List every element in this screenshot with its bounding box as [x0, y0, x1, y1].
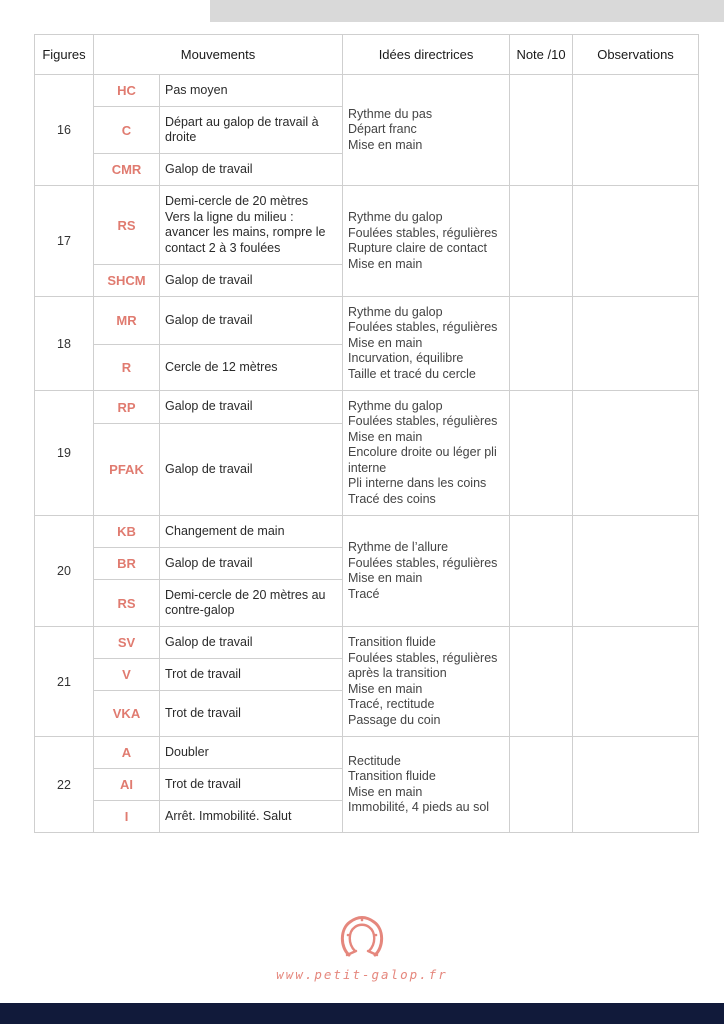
movement-code: V: [94, 659, 160, 691]
idea-line: Tracé: [348, 586, 380, 601]
movement-text: Cercle de 12 mètres: [160, 345, 343, 391]
idea-line: Passage du coin: [348, 712, 441, 727]
movement-text: Départ au galop de travail à droite: [160, 107, 343, 154]
movement-text: Changement de main: [160, 516, 343, 548]
figure-number: 19: [35, 391, 94, 516]
idea-line: Immobilité, 4 pieds au sol: [348, 800, 490, 814]
movement-text: Trot de travail: [160, 659, 343, 691]
movement-code: SHCM: [94, 265, 160, 297]
header-row: [35, 35, 699, 75]
movement-code: AI: [94, 769, 160, 801]
ideas-cell: [343, 627, 510, 737]
note-cell[interactable]: [510, 391, 573, 516]
note-cell[interactable]: [510, 737, 573, 833]
movement-code: PFAK: [94, 424, 160, 516]
ideas-cell: [343, 516, 510, 627]
idea-line: Mise en main: [348, 681, 423, 696]
ideas-cell: [343, 75, 510, 186]
movement-text: Galop de travail: [160, 297, 343, 345]
movement-text: Arrêt. Immobilité. Salut: [160, 801, 343, 833]
movement-code: RP: [94, 391, 160, 424]
observations-cell[interactable]: [573, 737, 699, 833]
movement-code: A: [94, 737, 160, 769]
movement-text: Doubler: [160, 737, 343, 769]
idea-line: Mise en main: [348, 137, 423, 152]
observations-cell[interactable]: [573, 297, 699, 391]
movement-text: Trot de travail: [160, 769, 343, 801]
observations-cell[interactable]: [573, 516, 699, 627]
idea-line: Tracé des coins: [348, 491, 436, 506]
movement-text: Pas moyen: [160, 75, 343, 107]
site-url[interactable]: www.petit-galop.fr: [276, 967, 448, 982]
header-figures: Figures: [35, 35, 94, 75]
note-cell[interactable]: [510, 297, 573, 391]
movement-code: RS: [94, 580, 160, 627]
figure-number: 22: [35, 737, 94, 833]
movement-text: Galop de travail: [160, 548, 343, 580]
movement-text: Galop de travail: [160, 154, 343, 186]
idea-line: Mise en main: [348, 256, 423, 271]
movement-code: VKA: [94, 691, 160, 737]
idea-line: Taille et tracé du cercle: [348, 366, 476, 381]
idea-line: Encolure droite ou léger pli interne: [348, 445, 497, 475]
table-row: [35, 627, 699, 659]
movement-text: Galop de travail: [160, 265, 343, 297]
idea-line: Rythme du galop: [348, 210, 443, 224]
note-cell[interactable]: [510, 627, 573, 737]
table-row: [35, 297, 699, 345]
ideas-cell: [343, 186, 510, 297]
table-row: [35, 391, 699, 424]
idea-line: Rythme de l’allure: [348, 540, 449, 554]
movement-text: Galop de travail: [160, 391, 343, 424]
movement-code: CMR: [94, 154, 160, 186]
idea-line: Tracé, rectitude: [348, 697, 435, 711]
header-mouvements: Mouvements: [94, 35, 343, 75]
ideas-cell: [343, 391, 510, 516]
movement-code: SV: [94, 627, 160, 659]
note-cell[interactable]: [510, 75, 573, 186]
idea-line: Foulées stables, régulières: [348, 225, 498, 240]
note-cell[interactable]: [510, 516, 573, 627]
idea-line: Transition fluide: [348, 769, 436, 783]
idea-line: Rythme du pas: [348, 106, 433, 121]
idea-line: Départ franc: [348, 122, 417, 137]
idea-line: Foulées stables, régulières: [348, 320, 498, 335]
movement-code: HC: [94, 75, 160, 107]
movement-text: Trot de travail: [160, 691, 343, 737]
observations-cell[interactable]: [573, 186, 699, 297]
table-row: [35, 516, 699, 548]
movement-text: Galop de travail: [160, 627, 343, 659]
idea-line: Rupture claire de contact: [348, 241, 487, 255]
figure-number: 20: [35, 516, 94, 627]
movement-text: Demi-cercle de 20 mètres au contre-galop: [160, 580, 343, 627]
table-row: [35, 186, 699, 265]
movement-text: Demi-cercle de 20 mètres Vers la ligne du milieu : avancer les mains, rompre le contact 2 à 3 foulées: [160, 186, 343, 265]
idea-line: Mise en main: [348, 784, 423, 799]
idea-line: Pli interne dans les coins: [348, 476, 487, 491]
horseshoe-icon: [336, 913, 388, 963]
movement-code: C: [94, 107, 160, 154]
idea-line: Incurvation, équilibre: [348, 351, 464, 366]
note-cell[interactable]: [510, 186, 573, 297]
idea-line: Mise en main: [348, 335, 423, 350]
table-row: [35, 737, 699, 769]
idea-line: Foulées stables, régulières: [348, 555, 498, 570]
ideas-cell: [343, 737, 510, 833]
figure-number: 18: [35, 297, 94, 391]
idea-line: Rythme du galop: [348, 398, 443, 413]
header-observations: Observations: [573, 35, 699, 75]
idea-line: Rectitude: [348, 753, 401, 768]
header-note: Note /10: [510, 35, 573, 75]
movement-code: BR: [94, 548, 160, 580]
movement-text: Galop de travail: [160, 424, 343, 516]
idea-line: Foulées stables, régulières: [348, 414, 498, 429]
score-table: [34, 34, 699, 833]
idea-line: Mise en main: [348, 429, 423, 444]
header-idees: Idées directrices: [343, 35, 510, 75]
figure-number: 16: [35, 75, 94, 186]
idea-line: Foulées stables, régulières après la transition: [348, 650, 498, 680]
observations-cell[interactable]: [573, 75, 699, 186]
idea-line: Transition fluide: [348, 635, 436, 649]
top-strip-mask: [0, 0, 210, 22]
bottom-bar: [0, 1003, 724, 1024]
idea-line: Rythme du galop: [348, 304, 443, 319]
ideas-cell: [343, 297, 510, 391]
table-row: [35, 75, 699, 107]
idea-line: Mise en main: [348, 571, 423, 585]
movement-code: KB: [94, 516, 160, 548]
movement-code: RS: [94, 186, 160, 265]
figure-number: 21: [35, 627, 94, 737]
movement-code: I: [94, 801, 160, 833]
figure-number: 17: [35, 186, 94, 297]
movement-code: R: [94, 345, 160, 391]
movement-code: MR: [94, 297, 160, 345]
observations-cell[interactable]: [573, 391, 699, 516]
observations-cell[interactable]: [573, 627, 699, 737]
